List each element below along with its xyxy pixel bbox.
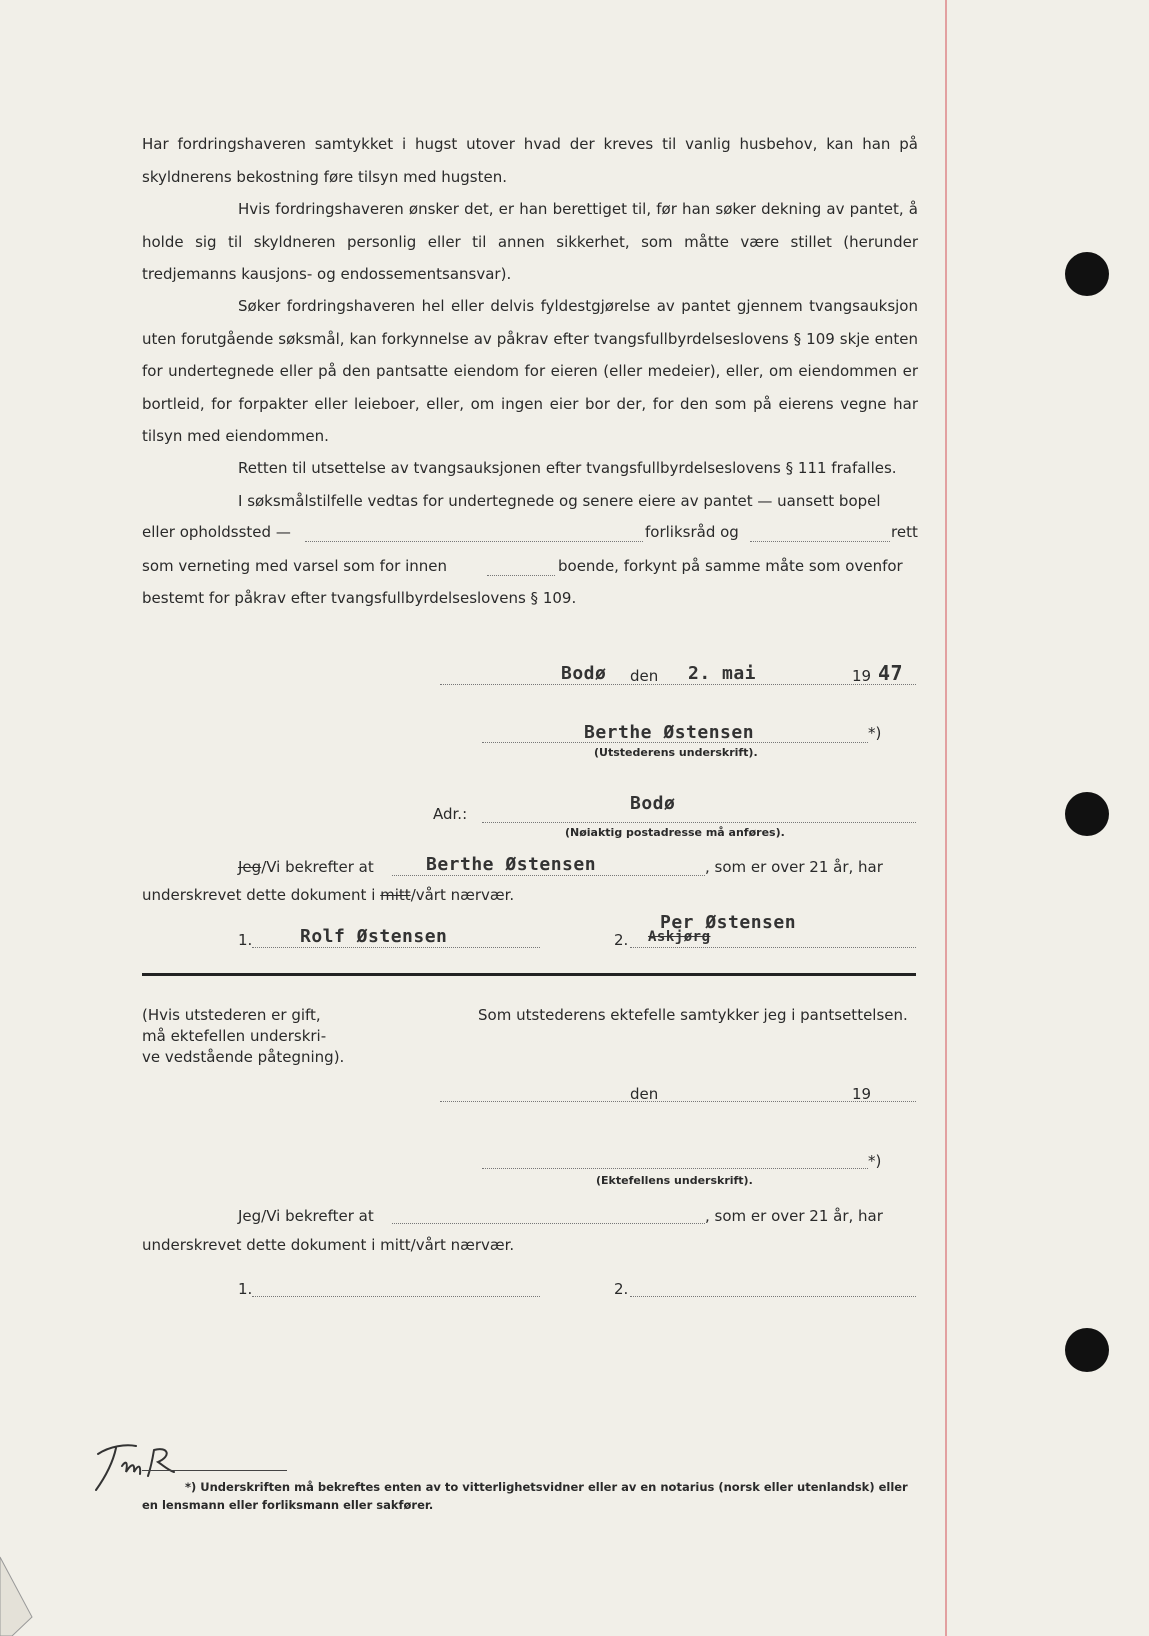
fill-line-spouse-witness-2 [630, 1296, 916, 1297]
handwritten-initials [88, 1432, 188, 1494]
fill-line-witness-1 [252, 947, 540, 948]
footnote-mark: *) [868, 724, 882, 742]
paragraph-soksmal: I søksmålstilfelle vedtas for undertegnede og senere eiere av pantet — uansett bopel [238, 492, 881, 510]
binder-hole [1065, 792, 1109, 836]
paragraph-tvangsauksjon: Søker fordringshaveren hel eller delvis fyldestgjørelse av pantet gjennem tvangsauksjon uten forutgående søksmål, kan forkynnelse av påkrav efter tvangsfullbyrdelseslovens § 109 skje enten for undertegnede eller på den pantsatte eiendom for eieren (eller medeier), eller, om eiendommen er bortleid, for forpakter eller leieboer, eller, om ingen eier bor der, for den som på eierens vegne har tilsyn med eiendommen. [142, 297, 918, 445]
section-divider [142, 973, 916, 976]
text-vart-naervaer: /vårt nærvær. [410, 886, 515, 904]
spouse-underskrevet: underskrevet dette dokument i mitt/vårt nærvær. [142, 1236, 515, 1254]
date-typed: 2. mai [688, 663, 757, 684]
text-underskrevet-prefix: underskrevet dette dokument i [142, 886, 376, 904]
spouse-witness-number-1: 1. [238, 1280, 253, 1298]
spouse-over-21: , som er over 21 år, har [705, 1207, 883, 1225]
spouse-consent: Som utstederens ektefelle samtykker jeg i pantsettelsen. [478, 1006, 908, 1024]
text-bestemt: bestemt for påkrav efter tvangsfullbyrdelseslovens § 109. [142, 589, 577, 607]
spouse-footnote-mark: *) [868, 1152, 882, 1170]
paragraph-utsettelse: Retten til utsettelse av tvangsauksjonen efter tvangsfullbyrdelseslovens § 111 frafalles. [238, 459, 897, 477]
text-witness-intro [238, 858, 374, 876]
paragraph-dekning: Hvis fordringshaveren ønsker det, er han berettiget til, før han søker dekning av pantet, å holde sig til skyldneren personlig eller til annen sikkerhet, som måtte være stillet (herunder tredjemanns kausjons- og endossementsansvar). [142, 200, 918, 283]
fill-line-date [440, 684, 916, 685]
text-over-21: , som er over 21 år, har [705, 858, 883, 876]
spouse-note-line-3: ve vedstående påtegning). [142, 1048, 345, 1066]
footnote-rule [142, 1470, 287, 1471]
issuer-signature: Berthe Østensen [584, 722, 755, 743]
struck-mitt: mitt [380, 886, 411, 904]
fill-line-spouse-witness-name [392, 1223, 705, 1224]
fill-line-witness-2 [630, 947, 916, 948]
paragraph-hugst: Har fordringshaveren samtykket i hugst utover hvad der kreves til vanlig husbehov, kan han på skyldnerens bekostning føre tilsyn med hugsten. [142, 135, 918, 186]
witnessed-signer: Berthe Østensen [426, 854, 597, 875]
margin-rule [945, 0, 947, 1636]
address-typed: Bodø [630, 793, 676, 814]
spouse-signature-caption: (Ektefellens underskrift). [596, 1174, 753, 1187]
spouse-witness-number-2: 2. [614, 1280, 629, 1298]
signature-caption: (Utstederens underskrift). [594, 746, 758, 759]
witness-2-struck: Askjørg [648, 929, 711, 945]
witness-number-2: 2. [614, 931, 629, 949]
struck-jeg: Jeg [238, 858, 262, 876]
text-verneting: som verneting med varsel som for innen [142, 557, 447, 575]
footnote-line-2: en lensmann eller forliksmann eller sakfører. [142, 1498, 434, 1512]
text-forliksrad: forliksråd og [645, 523, 739, 541]
fill-line-spouse-witness-1 [252, 1296, 540, 1297]
fill-line-innen [487, 575, 555, 576]
text-rett: rett [891, 523, 918, 541]
footnote-line-1: *) Underskriften må bekreftes enten av to vitterlighetsvidner eller av en notarius (norsk eller utenlandsk) eller [185, 1480, 908, 1494]
spouse-bekrefter: Jeg/Vi bekrefter at [238, 1207, 374, 1225]
binder-hole [1065, 252, 1109, 296]
spouse-note-line-2: må ektefellen underskri- [142, 1027, 327, 1045]
fill-line-witness-name [392, 875, 705, 876]
text-boende: boende, forkynt på samme måte som ovenfor [558, 557, 903, 575]
fill-line-spouse-date [440, 1101, 916, 1102]
fill-line-rett [750, 541, 890, 542]
spouse-note-line-1: (Hvis utstederen er gift, [142, 1006, 321, 1024]
label-den: den [630, 667, 659, 685]
spouse-den: den [630, 1085, 659, 1103]
binder-hole [1065, 1328, 1109, 1372]
address-caption: (Nøiaktig postadresse må anføres). [565, 826, 785, 839]
spouse-year-prefix: 19 [852, 1085, 872, 1103]
text-vi-bekrefter: /Vi bekrefter at [261, 858, 374, 876]
folded-corner [0, 1555, 50, 1636]
fill-line-forliksrad [305, 541, 643, 542]
year-prefix: 19 [852, 667, 872, 685]
witness-1-signature: Rolf Østensen [300, 926, 448, 947]
witness-2-signature: Per Østensen [660, 912, 797, 933]
text-underskrevet [142, 886, 514, 904]
witness-number-1: 1. [238, 931, 253, 949]
fill-line-address [482, 822, 916, 823]
year-typed: 47 [878, 661, 904, 685]
place-typed: Bodø [561, 663, 607, 684]
label-adr: Adr.: [433, 805, 468, 823]
fill-line-spouse-signature [482, 1168, 868, 1169]
text-eller-opholdssted: eller opholdssted — [142, 523, 291, 541]
